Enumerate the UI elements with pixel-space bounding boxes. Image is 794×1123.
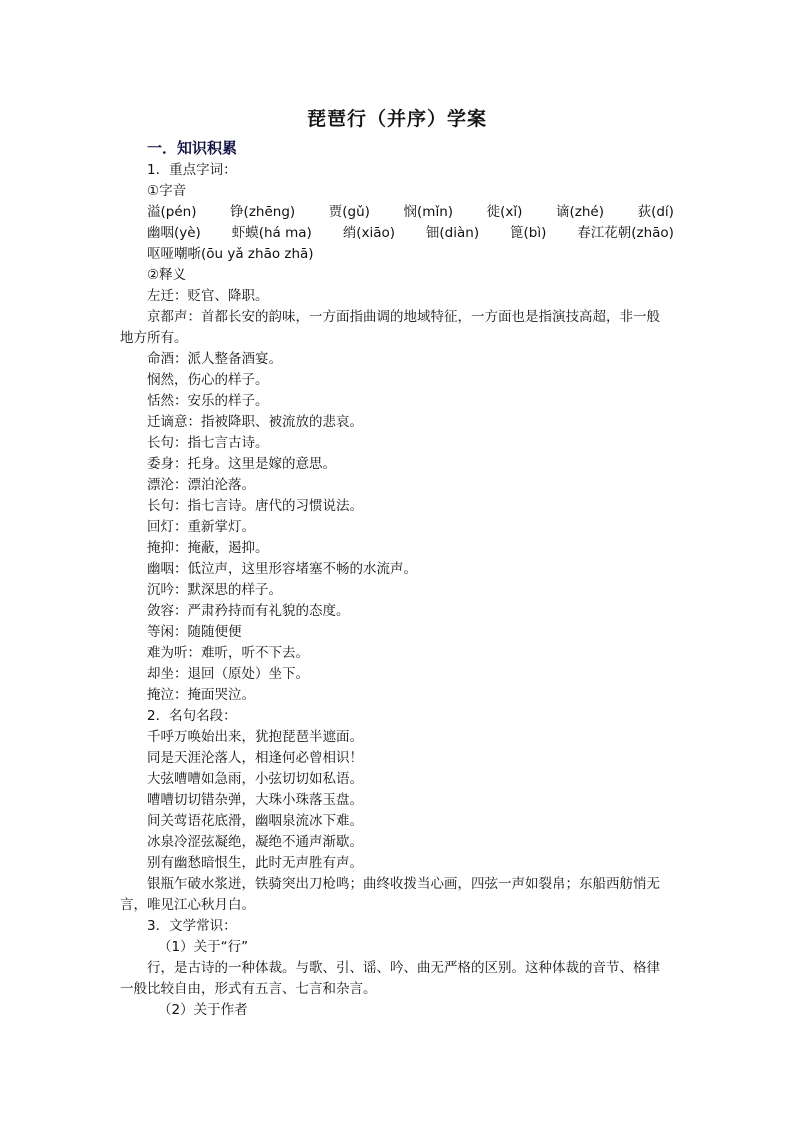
quote-line: 大弦嘈嘈如急雨，小弦切切如私语。 <box>147 771 363 787</box>
quote-line: 言，唯见江心秋月白。 <box>120 897 255 913</box>
definition-line: 京都声：首都长安的韵味，一方面指曲调的地域特征，一方面也是指演技高超，非一般 <box>147 309 660 325</box>
sub-heading: ②释义 <box>147 267 187 283</box>
subsection-heading: （2）关于作者 <box>158 1002 248 1018</box>
pron-entry: 幽咽(yè) <box>147 225 201 241</box>
definition-line: 命酒：派人整备酒宴。 <box>147 351 282 367</box>
item-heading: 2．名句名段： <box>147 708 237 724</box>
quote-line: 千呼万唤始出来，犹抱琵琶半遮面。 <box>147 729 363 745</box>
quote-line: 别有幽愁暗恨生，此时无声胜有声。 <box>147 855 363 871</box>
pron-entry: 贾(gǔ) <box>328 204 370 220</box>
quote-line: 嘈嘈切切错杂弹，大珠小珠落玉盘。 <box>147 792 363 808</box>
pron-entry: 绡(xiāo) <box>342 225 396 241</box>
definition-line: 掩抑：掩蔽，遏抑。 <box>147 540 269 556</box>
pron-entry: 荻(dí) <box>637 204 674 220</box>
definition-line: 却坐：退回（原处）坐下。 <box>147 666 309 682</box>
item-heading: 3．文学常识： <box>147 918 237 934</box>
section-heading: 一．知识积累 <box>147 139 238 157</box>
definition-line: 悯然，伤心的样子。 <box>147 372 269 388</box>
pron-entry: 春江花朝(zhāo) <box>577 225 674 241</box>
body-line: 行，是古诗的一种体裁。与歌、引、谣、吟、曲无严格的区别。这种体裁的音节、格律 <box>147 960 660 976</box>
definition-line: 敛容：严肃矜持而有礼貌的态度。 <box>147 603 350 619</box>
pron-entry: 徙(xǐ) <box>486 204 523 220</box>
quote-line: 银瓶乍破水浆迸，铁骑突出刀枪鸣；曲终收拨当心画，四弦一声如裂帛；东船西舫悄无 <box>147 876 660 892</box>
definition-line: 回灯：重新掌灯。 <box>147 519 255 535</box>
quote-line: 同是天涯沦落人，相逢何必曾相识！ <box>147 750 363 766</box>
definition-line: 委身：托身。这里是嫁的意思。 <box>147 456 336 472</box>
page-title: 琵琶行（并序）学案 <box>306 108 487 130</box>
quote-line: 冰泉冷涩弦凝绝，凝绝不通声渐歇。 <box>147 834 363 850</box>
pron-entry: 铮(zhēng) <box>230 204 296 220</box>
definition-line: 掩泣：掩面哭泣。 <box>147 687 255 703</box>
definition-line: 长句：指七言古诗。 <box>147 435 269 451</box>
pronunciation-line: 呕哑嘲哳(ōu yǎ zhāo zhā) <box>147 246 314 262</box>
definition-line: 沉吟：默深思的样子。 <box>147 582 282 598</box>
definition-line: 难为听：难听，听不下去。 <box>147 645 309 661</box>
definition-line: 长句：指七言诗。唐代的习惯说法。 <box>147 498 363 514</box>
pron-entry: 钿(diàn) <box>425 225 480 241</box>
subsection-heading: （1）关于“行” <box>158 939 249 955</box>
definition-line: 漂沦：漂泊沦落。 <box>147 477 255 493</box>
pronunciation-row <box>147 202 674 222</box>
pron-entry: 谪(zhé) <box>556 204 604 220</box>
definition-line: 左迁：贬官、降职。 <box>147 288 269 304</box>
pron-entry: 篦(bì) <box>509 225 547 241</box>
definition-line: 地方所有。 <box>120 330 188 346</box>
definition-line: 恬然：安乐的样子。 <box>147 393 269 409</box>
item-heading: 1．重点字词： <box>147 162 237 178</box>
sub-heading: ①字音 <box>147 183 187 199</box>
pron-entry: 溢(pén) <box>147 204 197 220</box>
definition-line: 幽咽：低泣声，这里形容堵塞不畅的水流声。 <box>147 561 417 577</box>
quote-line: 间关莺语花底滑，幽咽泉流冰下难。 <box>147 813 363 829</box>
definition-line: 迁谪意：指被降职、被流放的悲哀。 <box>147 414 363 430</box>
pronunciation-row <box>147 223 674 243</box>
pron-entry: 虾蟆(há ma) <box>231 225 312 241</box>
pron-entry: 悯(mǐn) <box>403 204 454 220</box>
definition-line: 等闲：随随便便 <box>147 624 242 640</box>
body-line: 一般比较自由，形式有五言、七言和杂言。 <box>120 981 377 997</box>
